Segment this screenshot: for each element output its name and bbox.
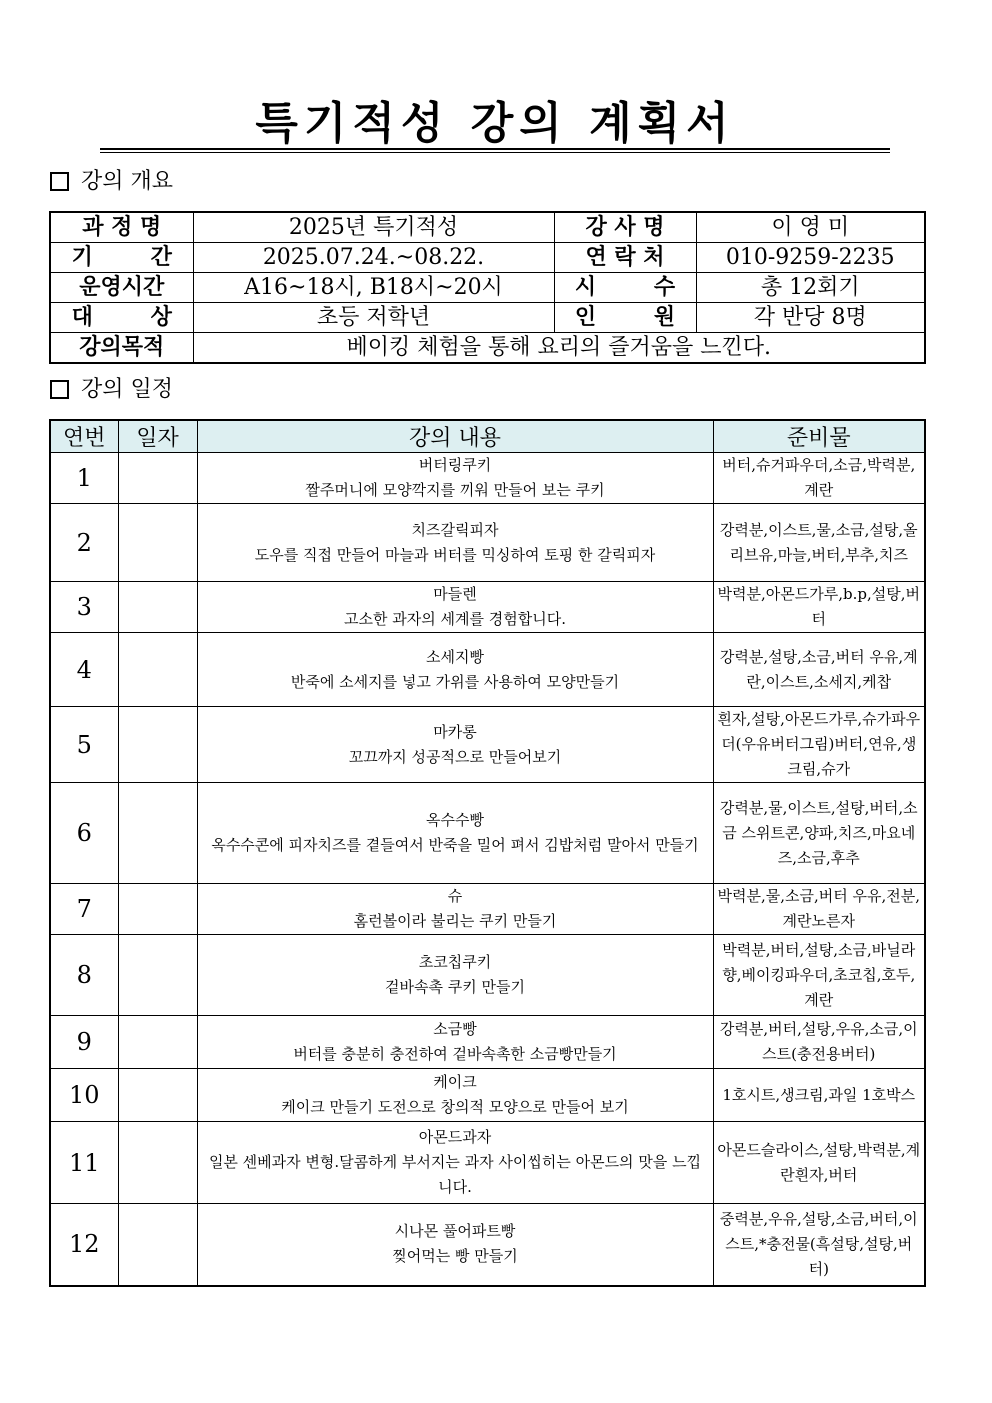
lesson-materials: 흰자,설탕,아몬드가루,슈가파우더(우유버터그림)버터,연유,생크림,슈가 [713, 707, 925, 783]
section-overview-heading [50, 169, 173, 195]
lesson-description: 찢어먹는 빵 만들기 [392, 1247, 518, 1266]
row-number: 8 [50, 935, 118, 1016]
row-date [118, 884, 197, 935]
lesson-title: 소세지빵 [426, 647, 484, 666]
lesson-title: 소금빵 [433, 1020, 477, 1038]
column-header: 연번 [50, 420, 118, 453]
column-header: 준비물 [713, 420, 925, 453]
row-number: 5 [50, 707, 118, 783]
lesson-content [197, 582, 713, 633]
lesson-content [197, 707, 713, 783]
lesson-materials: 강력분,물,이스트,설탕,버터,소금 스위트콘,양파,치즈,마요네즈,소금,후추 [713, 783, 925, 884]
lesson-description: 홈런볼이라 불리는 쿠키 만들기 [353, 912, 557, 930]
field-label: 시 수 [554, 273, 696, 303]
lesson-description: 케이크 만들기 도전으로 창의적 모양으로 만들어 보기 [281, 1098, 629, 1116]
lesson-content [197, 783, 713, 884]
lesson-content [197, 1204, 713, 1286]
lesson-materials: 박력분,버터,설탕,소금,바닐라향,베이킹파우더,초코칩,호두,계란 [713, 935, 925, 1016]
table-row [50, 1122, 925, 1204]
title-underline [100, 148, 890, 150]
schedule-header-row [50, 420, 925, 453]
row-number: 4 [50, 633, 118, 707]
lesson-title: 시나몬 풀어파트빵 [394, 1222, 516, 1241]
table-row [50, 884, 925, 935]
lesson-materials: 강력분,이스트,물,소금,설탕,올리브유,마늘,버터,부추,치즈 [713, 504, 925, 582]
field-label: 대 상 [50, 303, 193, 333]
lesson-content [197, 1016, 713, 1069]
schedule-table [49, 419, 926, 1287]
lesson-title: 초코칩쿠키 [418, 953, 492, 971]
overview-table [49, 211, 926, 364]
section-label: 강의 일정 [81, 377, 174, 402]
table-row [50, 453, 925, 504]
field-label: 강 사 명 [554, 212, 696, 243]
row-date [118, 504, 197, 582]
row-date [118, 633, 197, 707]
table-row [50, 1204, 925, 1286]
row-date [118, 935, 197, 1016]
field-value: 010-9259-2235 [696, 243, 925, 273]
table-row [50, 707, 925, 783]
row-date [118, 1204, 197, 1286]
row-date [118, 1016, 197, 1069]
lesson-content [197, 1122, 713, 1204]
lesson-description: 고소한 과자의 세계를 경험합니다. [344, 610, 566, 628]
field-value: 각 반당 8명 [696, 303, 925, 333]
table-row [50, 633, 925, 707]
lesson-description: 짤주머니에 모양깍지를 끼워 만들어 보는 쿠키 [305, 481, 605, 499]
row-number: 9 [50, 1016, 118, 1069]
lesson-description: 겉바속촉 쿠키 만들기 [385, 978, 525, 996]
field-value: 2025년 특기적성 [193, 212, 554, 243]
field-label: 기 간 [50, 243, 193, 273]
lesson-content [197, 504, 713, 582]
lesson-title: 마들렌 [433, 585, 477, 603]
field-value: 2025.07.24.~08.22. [193, 243, 554, 273]
field-value: 초등 저학년 [193, 303, 554, 333]
lesson-description: 버터를 충분히 충전하여 겉바속촉한 소금빵만들기 [293, 1045, 617, 1063]
overview-row [50, 212, 925, 243]
overview-row [50, 303, 925, 333]
lesson-materials: 1호시트,생크림,과일 1호박스 [713, 1069, 925, 1122]
row-number: 7 [50, 884, 118, 935]
lesson-materials: 중력분,우유,설탕,소금,버터,이스트,*충전물(흑설탕,설탕,버터) [713, 1204, 925, 1286]
lesson-description: 옥수수콘에 피자치즈를 곁들여서 반죽을 밀어 펴서 김밥처럼 말아서 만들기 [211, 836, 699, 854]
lesson-title: 케이크 [433, 1073, 477, 1091]
row-date [118, 1122, 197, 1204]
row-number: 3 [50, 582, 118, 633]
lesson-description: 반죽에 소세지를 넣고 가위를 사용하여 모양만들기 [290, 672, 620, 691]
row-number: 10 [50, 1069, 118, 1122]
page-title: 특기적성 강의 계획서 [255, 98, 735, 149]
lesson-title: 마카롱 [433, 722, 477, 741]
field-label: 연 락 처 [554, 243, 696, 273]
column-header: 일자 [118, 420, 197, 453]
lesson-description: 꼬끄까지 성공적으로 만들어보기 [348, 747, 562, 766]
lesson-content [197, 884, 713, 935]
field-label: 인 원 [554, 303, 696, 333]
checkbox-square-icon [50, 380, 69, 399]
lesson-title: 치즈갈릭피자 [411, 520, 499, 539]
row-date [118, 453, 197, 504]
field-value: A16~18시, B18시~20시 [193, 273, 554, 303]
lesson-title: 옥수수빵 [426, 811, 484, 829]
section-schedule-heading [50, 377, 173, 403]
row-number: 6 [50, 783, 118, 884]
lesson-materials: 강력분,설탕,소금,버터 우유,계란,이스트,소세지,케찹 [713, 633, 925, 707]
table-row [50, 504, 925, 582]
lesson-description: 일본 센베과자 변형.달콤하게 부서지는 과자 사이씹히는 아몬드의 맛을 느낍니다. [208, 1153, 702, 1196]
lesson-materials: 아몬드슬라이스,설탕,박력분,계란흰자,버터 [713, 1122, 925, 1204]
row-date [118, 582, 197, 633]
lesson-title: 슈 [447, 887, 463, 905]
row-number: 12 [50, 1204, 118, 1286]
row-number: 11 [50, 1122, 118, 1204]
field-label: 강의목적 [50, 333, 193, 364]
title-underline-thin [100, 152, 890, 153]
purpose-value: 베이킹 체험을 통해 요리의 즐거움을 느낀다. [193, 333, 925, 364]
lesson-materials: 버터,슈거파우더,소금,박력분,계란 [713, 453, 925, 504]
lesson-content [197, 453, 713, 504]
lesson-materials: 박력분,아몬드가루,b.p,설탕,버터 [713, 582, 925, 633]
lesson-title: 아몬드과자 [418, 1128, 492, 1146]
field-label: 과 정 명 [50, 212, 193, 243]
table-row [50, 1016, 925, 1069]
section-label: 강의 개요 [81, 169, 174, 194]
field-label: 운영시간 [50, 273, 193, 303]
field-value: 이 영 미 [696, 212, 925, 243]
lesson-content [197, 633, 713, 707]
lesson-materials: 박력분,물,소금,버터 우유,전분,계란노른자 [713, 884, 925, 935]
overview-row [50, 243, 925, 273]
lesson-content [197, 935, 713, 1016]
row-date [118, 1069, 197, 1122]
table-row [50, 582, 925, 633]
overview-row [50, 273, 925, 303]
lesson-title: 버터링쿠키 [418, 456, 492, 474]
checkbox-square-icon [50, 172, 69, 191]
table-row [50, 783, 925, 884]
row-date [118, 707, 197, 783]
table-row [50, 935, 925, 1016]
row-number: 1 [50, 453, 118, 504]
row-date [118, 783, 197, 884]
table-row [50, 1069, 925, 1122]
overview-row [50, 333, 925, 364]
column-header: 강의 내용 [197, 420, 713, 453]
row-number: 2 [50, 504, 118, 582]
lesson-description: 도우를 직접 만들어 마늘과 버터를 믹싱하여 토핑 한 갈릭피자 [254, 545, 656, 564]
lesson-content [197, 1069, 713, 1122]
lesson-materials: 강력분,버터,설탕,우유,소금,이스트(충전용버터) [713, 1016, 925, 1069]
field-value: 총 12회기 [696, 273, 925, 303]
